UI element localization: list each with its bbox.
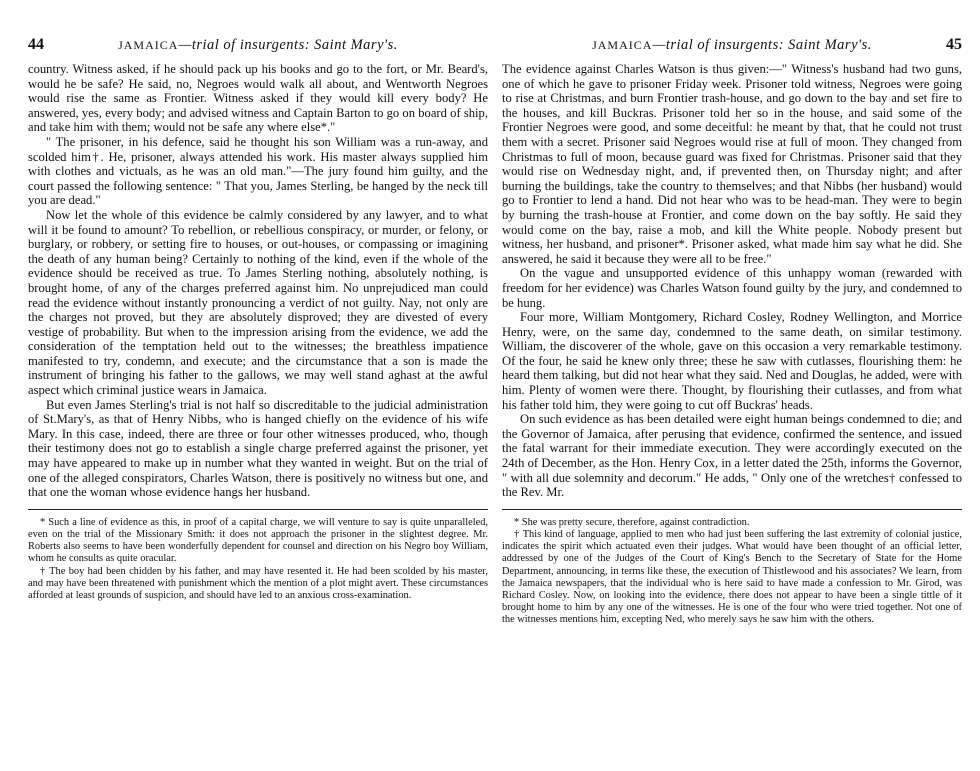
footnotes (502, 517, 962, 627)
left-page (28, 0, 488, 771)
running-title-prefix: JAMAICA (118, 38, 179, 52)
footnote-divider (502, 509, 962, 510)
running-title-text: —trial of insurgents: Saint Mary's. (178, 37, 398, 53)
running-title-text: —trial of insurgents: Saint Mary's. (652, 37, 872, 53)
paragraph: On such evidence as has been detailed were eight human beings condemned to die; and the Governor of Jamaica, after perusing that evidence, confirmed the sentence, and issued the fatal warrant for their immediate execution. They were accordingly executed on the 24th of December, as the Hon. Henry Cox, in a letter dated the 25th, informs the Governor, " with all due solemnity and decorum." He adds, " Only one of the wretches† confessed to the Rev. Mr. (502, 412, 962, 500)
paragraph: On the vague and unsupported evidence of this unhappy woman (rewarded with freedom for her evidence) was Charles Watson found guilty by the jury, and condemned to be hung. (502, 266, 962, 310)
running-header (502, 36, 962, 62)
footnote: * Such a line of evidence as this, in proof of a capital charge, we will venture to say is quite unparalleled, even on the trial of the Missionary Smith: it does not approach the prisoner in the slightest degree. Mr. Roberts also seems to have been wonderfully dependent for counsel and direction on his Negro boy William, whom he consults as quite oracular. (28, 516, 488, 565)
paragraph: The evidence against Charles Watson is thus given:—" Witness's husband had two guns, one of which he gave to prisoner Friday week. Prisoner told witness, Negroes were going to rise at Christmas, and burn Frontier trash-house, and go down to the bay and set fire to the houses, and kill Buckras. Prisoner told her so in the house, and said some of the Frontier Negroes were good, and some deceitful: he meant by that, that he could not trust them with a secret. Prisoner said Negroes would rise at full of moon. They changed from Christmas to full of moon, because guard was fixed for Christmas. Prisoner said that they would rise on Wednesday night, and, if prevented then, on Thursday night; and after burning the buildings, take the country to themselves; and that Nibbs (her husband) would go to Frontier to lend a hand. Did not hear who was to be head-man. They were to begin by burning the trash-house at Frontier, and come down on the bay softly. He said they would come on the bay, raise a mob, and kill the White people. Nobody present but witness, her husband, and prisoner*. Prisoner asked, what made him say what he did. She answered, he said it because they were all to be free." (502, 62, 962, 266)
page-number: 45 (946, 36, 962, 53)
paragraph: Four more, William Montgomery, Richard Cosley, Rodney Wellington, and Morrice Henry, were, on the same day, condemned to the same death, on similar testimony. William, the discoverer of the whole, gave on this occasion a very remarkable testimony. Of the four, he said he knew only three; these he saw with cutlasses, flourishing them: he heard them talking, but did not hear what they said. Ned and Douglas, he added, were with him. Plenty of women were there. Thought, by flourishing their cutlasses, and from what his father told him, they were going to cut off Buckras' heads. (502, 310, 962, 412)
body-text (28, 62, 488, 500)
footnote: † This kind of language, applied to men who had just been suffering the last extremity of colonial justice, indicates the spirit which actuated even their judges. What would have been thought of an official letter, addressed by one of the Judges of the Court of King's Bench to the Secretary of State for the Home Department, announcing, in terms like these, the execution of Thistlewood and his associates? We learn, from the Jamaica newspapers, that the individual who is here said to have made a confession to Mr. Girod, was Richard Cosley. Now, on looking into the evidence, there does not appear to have been a single tittle of it brought home to him by any one of the witnesses. He is one of the four who were tried together. Not one of the witnesses mentions him, excepting Ned, who merely says he saw him with the others. (502, 529, 962, 626)
footnote: * She was pretty secure, therefore, against contradiction. (514, 516, 750, 528)
running-title-prefix: JAMAICA (592, 38, 653, 52)
running-title (28, 37, 488, 54)
running-title (502, 37, 962, 54)
paragraph: But even James Sterling's trial is not half so discreditable to the judicial administration of St.Mary's, as that of Henry Nibbs, who is hanged chiefly on the evidence of his wife Mary. In this case, indeed, there are three or four other witnesses produced, who, though their testimony does not go to establish a single charge preferred against the prisoner, yet may have appeared to make up in number what they wanted in weight. But on the trial of one of the alleged conspirators, Charles Watson, there is positively no witness but one, and that one the woman whose evidence hangs her husband. (28, 397, 488, 500)
footnotes (28, 517, 488, 602)
right-page (502, 0, 962, 771)
body-text (502, 62, 962, 500)
running-header (28, 36, 488, 62)
paragraph: Now let the whole of this evidence be calmly considered by any lawyer, and to what will it be found to amount? To rebellion, or rebellious conspiracy, or murder, or felony, or burglary, or robbery, or setting fire to houses, or out-houses, or compassing or imagining the death of any human being? Certainly to nothing of the kind, even if the whole of the evidence should be received as true. To James Sterling nothing, absolutely nothing, is brought home, of any of the charges preferred against him. No unprejudiced man could read the evidence without instantly pronouncing a verdict of not guilty. Nay, not only are the charges not proved, but they are absolutely disproved; they are divested of every vestige of probability. But when to the impression arising from the evidence, we add the consideration of the temptation held out to the witnesses; the breathless impatience manifested to try, condemn, and execute; and the circumstance that a son is made the instrument of bringing his father to the gallows, we may well stand aghast at the awful aspect which criminal justice wears in Jamaica. (28, 207, 488, 398)
footnote-divider (28, 509, 488, 510)
paragraph: " The prisoner, in his defence, said he thought his son William was a run-away, and scolded him†. He, prisoner, always attended his work. His master always supplied him with clothes and victuals, as he was an old man."—The jury found him guilty, and the court passed the following sentence: " That you, James Sterling, be hanged by the neck till you are dead." (28, 134, 488, 208)
page-number: 44 (28, 36, 44, 53)
footnote: † The boy had been chidden by his father, and may have resented it. He had been scolded by his master, and may have been threatened with punishment which the mention of a plot might avert. These circumstances afforded at least grounds of suspicion, and should have led to an anxious cross-examination. (28, 565, 488, 602)
paragraph: country. Witness asked, if he should pack up his books and go to the fort, or Mr. Beard's, would he be safe? He said, no, Negroes would walk all about, and Wentworth Negroes would rise the same as Frontier. Witness asked if they would kill every body? He answered, yes, every body; and advised witness and Captain Barton to go on board of ship, and take him with them; would not be safe any where else*." (28, 62, 488, 135)
